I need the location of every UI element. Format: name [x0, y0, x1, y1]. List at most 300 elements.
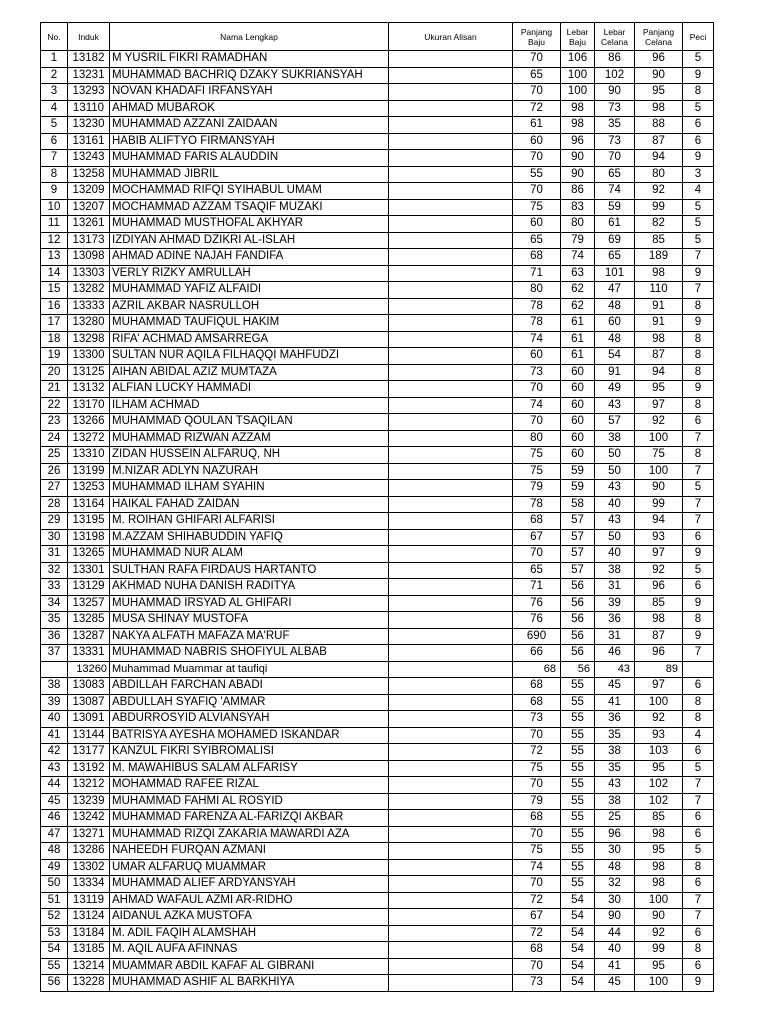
cell-panjang-baju: 65 [513, 562, 561, 579]
cell-panjang-baju: 61 [513, 117, 561, 134]
cell-induk: 13257 [68, 595, 110, 612]
cell-lebar-baju: 74 [561, 249, 595, 266]
table-row [41, 265, 714, 282]
cell-no: 11 [41, 216, 68, 233]
cell-ukuran [389, 628, 513, 645]
cell-induk: 13184 [68, 925, 110, 942]
cell-no: 21 [41, 381, 68, 398]
cell-no: 48 [41, 843, 68, 860]
cell-panjang-celana: 97 [635, 678, 683, 695]
cell-ukuran [389, 199, 513, 216]
table-row [41, 562, 714, 579]
cell-induk: 13260 [68, 661, 110, 678]
cell-panjang-celana: 90 [635, 909, 683, 926]
cell-panjang-celana: 98 [635, 859, 683, 876]
cell-panjang-celana: 98 [635, 265, 683, 282]
table-row [41, 546, 714, 563]
table-row [41, 925, 714, 942]
cell-panjang-baju: 67 [513, 909, 561, 926]
table-row [41, 793, 714, 810]
cell-ukuran [389, 546, 513, 563]
cell-ukuran [389, 397, 513, 414]
cell-induk: 13271 [68, 826, 110, 843]
cell-nama: AHMAD MUBAROK [110, 100, 389, 117]
cell-panjang-celana: 92 [635, 562, 683, 579]
cell-lebar-baju: 83 [561, 199, 595, 216]
cell-panjang-baju: 72 [513, 100, 561, 117]
cell-lebar-celana: 40 [595, 496, 635, 513]
cell-peci: 8 [683, 331, 714, 348]
cell-no: 53 [41, 925, 68, 942]
cell-lebar-celana: 61 [595, 216, 635, 233]
cell-nama: NOVAN KHADAFI IRFANSYAH [110, 84, 389, 101]
cell-lebar-baju: 54 [561, 942, 595, 959]
cell-lebar-baju: 55 [561, 876, 595, 893]
cell-panjang-baju: 68 [513, 513, 561, 530]
cell-no: 10 [41, 199, 68, 216]
cell-panjang-celana: 95 [635, 381, 683, 398]
cell-induk: 13331 [68, 645, 110, 662]
cell-induk: 13091 [68, 711, 110, 728]
cell-nama: ABDULLAH SYAFIQ 'AMMAR [110, 694, 389, 711]
cell-ukuran [389, 117, 513, 134]
cell-nama: UMAR ALFARUQ MUAMMAR [110, 859, 389, 876]
cell-no: 28 [41, 496, 68, 513]
cell-nama: MUHAMMAD TAUFIQUL HAKIM [110, 315, 389, 332]
cell-nama: AIHAN ABIDAL AZIZ MUMTAZA [110, 364, 389, 381]
cell-peci: 5 [683, 199, 714, 216]
cell-panjang-baju: 70 [513, 414, 561, 431]
cell-induk: 13303 [68, 265, 110, 282]
cell-induk: 13124 [68, 909, 110, 926]
table-row [41, 331, 714, 348]
cell-ukuran [389, 876, 513, 893]
cell-panjang-celana: 110 [635, 282, 683, 299]
cell-ukuran [389, 760, 513, 777]
cell-induk: 13199 [68, 463, 110, 480]
cell-peci: 8 [683, 612, 714, 629]
table-row [41, 183, 714, 200]
cell-panjang-baju: 70 [513, 826, 561, 843]
cell-lebar-baju: 61 [561, 331, 595, 348]
cell-no: 9 [41, 183, 68, 200]
cell-peci: 8 [683, 859, 714, 876]
cell-no: 5 [41, 117, 68, 134]
table-row [41, 463, 714, 480]
cell-induk: 13261 [68, 216, 110, 233]
table-row [41, 826, 714, 843]
cell-panjang-baju: 70 [513, 876, 561, 893]
cell-lebar-baju: 55 [561, 711, 595, 728]
cell-panjang-celana: 90 [635, 480, 683, 497]
cell-peci: 8 [683, 711, 714, 728]
cell-lebar-celana: 25 [595, 810, 635, 827]
cell-lebar-baju: 57 [561, 529, 595, 546]
cell-no: 31 [41, 546, 68, 563]
cell-panjang-baju: 73 [513, 975, 561, 992]
cell-lebar-baju: 79 [561, 232, 595, 249]
cell-lebar-celana: 54 [595, 348, 635, 365]
cell-no: 44 [41, 777, 68, 794]
cell-panjang-baju: 70 [513, 183, 561, 200]
cell-lebar-celana: 46 [595, 645, 635, 662]
cell-nama: AHMAD ADINE NAJAH FANDIFA [110, 249, 389, 266]
cell-lebar-celana: 31 [595, 628, 635, 645]
cell-nama: NAHEEDH FURQAN AZMANI [110, 843, 389, 860]
cell-lebar-celana: 38 [595, 562, 635, 579]
cell-nama: MUHAMMAD QOULAN TSAQILAN [110, 414, 389, 431]
table-row [41, 150, 714, 167]
cell-panjang-baju: 74 [513, 859, 561, 876]
cell-peci: 9 [683, 628, 714, 645]
cell-ukuran [389, 447, 513, 464]
cell-induk: 13083 [68, 678, 110, 695]
cell-panjang-baju: 67 [513, 529, 561, 546]
cell-ukuran [389, 777, 513, 794]
cell-induk: 13293 [68, 84, 110, 101]
cell-panjang-baju: 65 [513, 67, 561, 84]
cell-no: 26 [41, 463, 68, 480]
table-row [41, 166, 714, 183]
cell-induk: 13230 [68, 117, 110, 134]
cell-nama: AIDANUL AZKA MUSTOFA [110, 909, 389, 926]
cell-panjang-baju: 690 [513, 628, 561, 645]
table-row [41, 232, 714, 249]
cell-lebar-celana: 43 [595, 513, 635, 530]
cell-induk: 13285 [68, 612, 110, 629]
cell-panjang-celana: 95 [635, 958, 683, 975]
cell-panjang-celana: 98 [635, 826, 683, 843]
cell-panjang-celana: 92 [635, 183, 683, 200]
cell-ukuran [389, 612, 513, 629]
cell-lebar-celana: 60 [595, 315, 635, 332]
cell-panjang-celana: 100 [635, 430, 683, 447]
cell-nama: MUHAMMAD ILHAM SYAHIN [110, 480, 389, 497]
cell-panjang-baju: 60 [513, 216, 561, 233]
cell-nama: KANZUL FIKRI SYIBROMALISI [110, 744, 389, 761]
cell-no: 43 [41, 760, 68, 777]
cell-lebar-baju: 54 [561, 909, 595, 926]
cell-nama: MUHAMMAD IRSYAD AL GHIFARI [110, 595, 389, 612]
cell-nama: ABDURROSYID ALVIANSYAH [110, 711, 389, 728]
cell-peci: 6 [683, 876, 714, 893]
cell-lebar-celana: 45 [595, 975, 635, 992]
table-row [41, 595, 714, 612]
cell-ukuran [389, 711, 513, 728]
cell-no: 41 [41, 727, 68, 744]
cell-lebar-baju: 100 [561, 67, 595, 84]
cell-nama: SULTHAN RAFA FIRDAUS HARTANTO [110, 562, 389, 579]
table-row [41, 364, 714, 381]
cell-no: 47 [41, 826, 68, 843]
cell-lebar-celana: 30 [595, 843, 635, 860]
cell-lebar-baju: 55 [561, 744, 595, 761]
cell-panjang-baju: 80 [513, 282, 561, 299]
cell-panjang-baju: 68 [513, 810, 561, 827]
cell-lebar-celana: 48 [595, 298, 635, 315]
cell-panjang-baju: 75 [513, 843, 561, 860]
cell-lebar-celana: 48 [595, 859, 635, 876]
cell-ukuran [389, 942, 513, 959]
table-row [41, 282, 714, 299]
cell-no: 20 [41, 364, 68, 381]
cell-panjang-baju: 74 [513, 331, 561, 348]
cell-lebar-celana: 45 [595, 678, 635, 695]
cell-lebar-baju: 55 [561, 694, 595, 711]
table-row [41, 496, 714, 513]
cell-lebar-baju: 59 [561, 480, 595, 497]
cell-panjang-celana: 93 [635, 529, 683, 546]
table-row [41, 117, 714, 134]
cell-ukuran [389, 958, 513, 975]
cell-panjang-baju: 73 [513, 364, 561, 381]
cell-panjang-celana: 95 [635, 760, 683, 777]
cell-lebar-baju: 100 [561, 84, 595, 101]
cell-panjang-baju: 76 [513, 595, 561, 612]
cell-panjang-baju: 78 [513, 315, 561, 332]
cell-nama: MUHAMMAD RIZWAN AZZAM [110, 430, 389, 447]
cell-panjang-baju: 60 [513, 348, 561, 365]
table-row [41, 67, 714, 84]
cell-ukuran [389, 216, 513, 233]
cell-lebar-baju: 55 [561, 810, 595, 827]
cell-no: 14 [41, 265, 68, 282]
cell-induk: 13182 [68, 51, 110, 68]
cell-lebar-celana: 73 [595, 100, 635, 117]
cell-lebar-celana: 38 [595, 744, 635, 761]
table-row [41, 315, 714, 332]
cell-peci: 9 [683, 975, 714, 992]
cell-peci: 5 [683, 562, 714, 579]
cell-nama: MUHAMMAD MUSTHOFAL AKHYAR [110, 216, 389, 233]
cell-peci: 6 [683, 925, 714, 942]
cell-lebar-celana: 39 [595, 595, 635, 612]
table-row [41, 909, 714, 926]
cell-no: 15 [41, 282, 68, 299]
table-row [41, 381, 714, 398]
cell-peci: 6 [683, 133, 714, 150]
cell-induk: 13310 [68, 447, 110, 464]
table-row [41, 777, 714, 794]
cell-panjang-baju: 60 [513, 133, 561, 150]
cell-panjang-baju: 65 [513, 232, 561, 249]
cell-no: 4 [41, 100, 68, 117]
cell-lebar-baju: 56 [561, 628, 595, 645]
cell-lebar-baju: 54 [561, 958, 595, 975]
cell-lebar-baju: 98 [561, 117, 595, 134]
cell-ukuran [389, 463, 513, 480]
cell-panjang-baju: 73 [513, 711, 561, 728]
cell-lebar-celana: 35 [595, 760, 635, 777]
cell-peci: 8 [683, 298, 714, 315]
cell-no: 46 [41, 810, 68, 827]
cell-panjang-celana: 75 [635, 447, 683, 464]
cell-peci: 8 [683, 397, 714, 414]
cell-panjang-baju: 68 [513, 942, 561, 959]
table-row [41, 661, 714, 678]
cell-lebar-celana: 40 [595, 942, 635, 959]
table-row [41, 612, 714, 629]
cell-induk: 13207 [68, 199, 110, 216]
cell-induk: 13164 [68, 496, 110, 513]
cell-lebar-celana: 31 [595, 579, 635, 596]
cell-induk: 13132 [68, 381, 110, 398]
cell-induk: 13253 [68, 480, 110, 497]
cell-peci: 9 [683, 315, 714, 332]
cell-no: 27 [41, 480, 68, 497]
cell-lebar-celana: 50 [595, 529, 635, 546]
cell-lebar-baju: 96 [561, 133, 595, 150]
cell-lebar-baju: 57 [561, 546, 595, 563]
cell-no: 56 [41, 975, 68, 992]
cell-panjang-celana: 90 [635, 67, 683, 84]
cell-induk: 13209 [68, 183, 110, 200]
cell-lebar-celana: 36 [595, 612, 635, 629]
cell-lebar-baju: 90 [561, 166, 595, 183]
cell-nama: SULTAN NUR AQILA FILHAQQI MAHFUDZI [110, 348, 389, 365]
cell-panjang-celana: 89 [635, 661, 683, 678]
cell-panjang-baju: 68 [513, 249, 561, 266]
cell-no: 40 [41, 711, 68, 728]
table-row [41, 942, 714, 959]
cell-induk: 13195 [68, 513, 110, 530]
header-nama: Nama Lengkap [110, 23, 389, 51]
cell-ukuran [389, 150, 513, 167]
cell-induk: 13173 [68, 232, 110, 249]
cell-lebar-celana: 86 [595, 51, 635, 68]
table-row [41, 133, 714, 150]
cell-ukuran [389, 727, 513, 744]
table-row [41, 216, 714, 233]
cell-panjang-celana: 91 [635, 315, 683, 332]
cell-nama: MUHAMMAD RIZQI ZAKARIA MAWARDI AZA [110, 826, 389, 843]
cell-lebar-baju: 56 [561, 645, 595, 662]
cell-lebar-celana: 43 [595, 397, 635, 414]
cell-no: 54 [41, 942, 68, 959]
cell-ukuran [389, 331, 513, 348]
cell-lebar-baju: 55 [561, 777, 595, 794]
cell-nama: MUHAMMAD ASHIF AL BARKHIYA [110, 975, 389, 992]
cell-peci: 9 [683, 595, 714, 612]
cell-panjang-baju: 70 [513, 381, 561, 398]
cell-lebar-celana: 43 [595, 661, 635, 678]
cell-lebar-baju: 54 [561, 975, 595, 992]
cell-panjang-celana: 87 [635, 133, 683, 150]
cell-induk: 13192 [68, 760, 110, 777]
cell-panjang-baju: 70 [513, 727, 561, 744]
cell-panjang-baju: 68 [513, 678, 561, 695]
cell-lebar-baju: 54 [561, 925, 595, 942]
cell-lebar-celana: 70 [595, 150, 635, 167]
cell-lebar-celana: 49 [595, 381, 635, 398]
cell-lebar-celana: 40 [595, 546, 635, 563]
cell-nama: MUHAMMAD NABRIS SHOFIYUL ALBAB [110, 645, 389, 662]
table-row [41, 628, 714, 645]
table-row [41, 298, 714, 315]
table-row [41, 513, 714, 530]
cell-panjang-celana: 100 [635, 694, 683, 711]
cell-panjang-baju: 70 [513, 150, 561, 167]
table-row [41, 843, 714, 860]
cell-ukuran [389, 315, 513, 332]
cell-induk: 13161 [68, 133, 110, 150]
cell-no: 38 [41, 678, 68, 695]
cell-induk: 13302 [68, 859, 110, 876]
cell-nama: Muhammad Muammar at taufiqi [110, 661, 389, 678]
cell-no: 36 [41, 628, 68, 645]
cell-no: 7 [41, 150, 68, 167]
cell-nama: RIFA' ACHMAD AMSARREGA [110, 331, 389, 348]
table-row [41, 480, 714, 497]
cell-induk: 13301 [68, 562, 110, 579]
cell-panjang-baju: 72 [513, 892, 561, 909]
cell-induk: 13110 [68, 100, 110, 117]
cell-no: 30 [41, 529, 68, 546]
cell-no: 25 [41, 447, 68, 464]
cell-panjang-baju: 79 [513, 480, 561, 497]
table-row [41, 727, 714, 744]
cell-panjang-celana: 103 [635, 744, 683, 761]
cell-panjang-baju: 72 [513, 744, 561, 761]
cell-lebar-celana: 35 [595, 727, 635, 744]
cell-nama: AZRIL AKBAR NASRULLOH [110, 298, 389, 315]
cell-lebar-celana: 30 [595, 892, 635, 909]
cell-lebar-celana: 38 [595, 430, 635, 447]
cell-ukuran [389, 744, 513, 761]
cell-panjang-celana: 100 [635, 975, 683, 992]
cell-panjang-celana: 87 [635, 628, 683, 645]
cell-no: 51 [41, 892, 68, 909]
cell-panjang-baju: 66 [513, 645, 561, 662]
cell-nama: M.AZZAM SHIHABUDDIN YAFIQ [110, 529, 389, 546]
cell-lebar-celana: 96 [595, 826, 635, 843]
cell-peci: 7 [683, 496, 714, 513]
cell-lebar-celana: 59 [595, 199, 635, 216]
cell-panjang-baju: 72 [513, 925, 561, 942]
cell-peci: 9 [683, 381, 714, 398]
cell-lebar-baju: 61 [561, 348, 595, 365]
cell-panjang-celana: 102 [635, 777, 683, 794]
cell-induk: 13125 [68, 364, 110, 381]
cell-no: 50 [41, 876, 68, 893]
cell-ukuran [389, 232, 513, 249]
cell-induk: 13265 [68, 546, 110, 563]
cell-panjang-celana: 85 [635, 595, 683, 612]
cell-ukuran [389, 84, 513, 101]
cell-lebar-celana: 73 [595, 133, 635, 150]
header-peci: Peci [683, 23, 714, 51]
cell-lebar-baju: 90 [561, 150, 595, 167]
cell-lebar-celana: 41 [595, 958, 635, 975]
table-row [41, 100, 714, 117]
cell-nama: M. ADIL FAQIH ALAMSHAH [110, 925, 389, 942]
cell-ukuran [389, 661, 513, 678]
cell-lebar-celana: 102 [595, 67, 635, 84]
cell-lebar-baju: 60 [561, 447, 595, 464]
table-row [41, 892, 714, 909]
cell-ukuran [389, 694, 513, 711]
cell-peci: 6 [683, 678, 714, 695]
cell-induk: 13242 [68, 810, 110, 827]
cell-panjang-celana: 95 [635, 84, 683, 101]
cell-lebar-celana: 43 [595, 777, 635, 794]
cell-nama: MUHAMMAD ALIEF ARDYANSYAH [110, 876, 389, 893]
cell-lebar-baju: 60 [561, 430, 595, 447]
cell-ukuran [389, 843, 513, 860]
cell-no: 8 [41, 166, 68, 183]
cell-panjang-baju: 70 [513, 546, 561, 563]
cell-induk: 13266 [68, 414, 110, 431]
